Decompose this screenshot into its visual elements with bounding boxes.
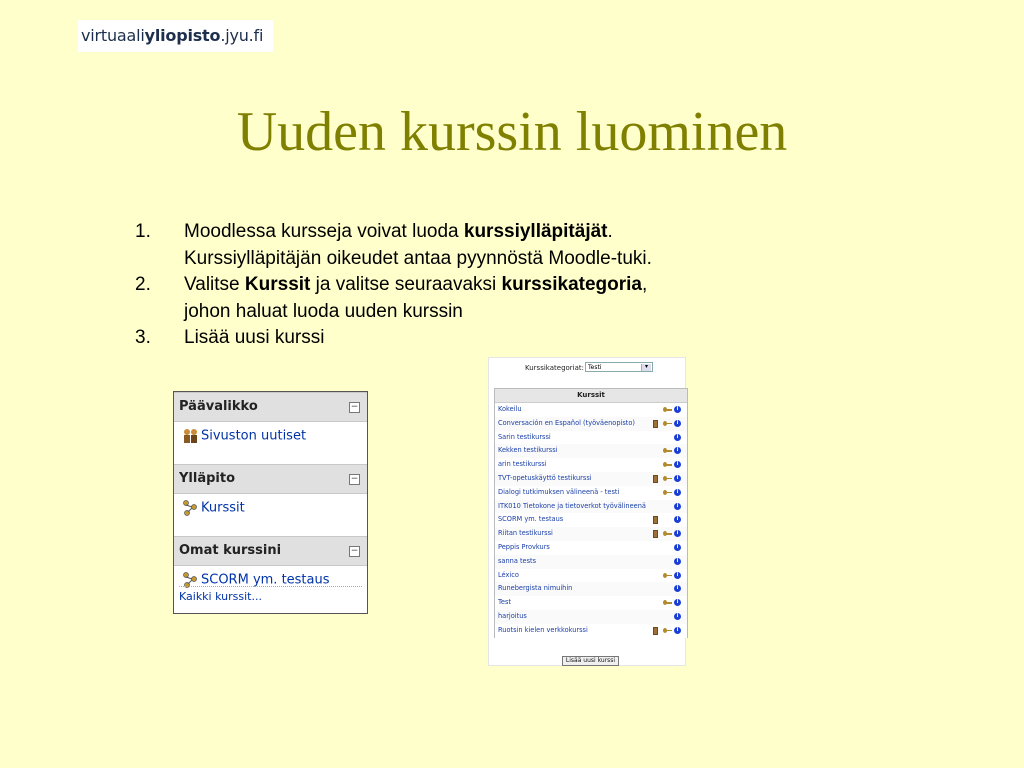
table-row[interactable] — [495, 527, 687, 541]
info-icon[interactable]: i — [674, 613, 681, 620]
all-courses-link[interactable]: Kaikki kurssit... — [179, 590, 262, 603]
courses-admin-link[interactable]: Kurssit — [182, 500, 245, 516]
info-icon[interactable]: i — [674, 627, 681, 634]
list-item: 3. Lisää uusi kurssi — [135, 327, 325, 348]
course-name-link[interactable]: SCORM ym. testaus — [498, 515, 564, 524]
info-icon[interactable]: i — [674, 599, 681, 606]
course-name-link[interactable]: Sarin testikurssi — [498, 432, 551, 441]
site-news-link[interactable]: Sivuston uutiset — [182, 428, 306, 444]
table-row[interactable] — [495, 541, 687, 555]
key-icon — [663, 422, 671, 425]
table-row[interactable] — [495, 486, 687, 500]
course-name-link[interactable]: sanna tests — [498, 556, 537, 565]
list-item: 2. Valitse Kurssit ja valitse seuraavaksi kurssikategoria, johon haluat luoda uuden kurssin — [135, 274, 648, 322]
info-icon[interactable]: i — [674, 420, 681, 427]
table-row[interactable] — [495, 582, 687, 596]
slide-title: Uuden kurssin luominen — [236, 101, 788, 163]
table-row[interactable] — [495, 624, 687, 638]
table-row[interactable] — [495, 513, 687, 527]
table-row[interactable] — [495, 610, 687, 624]
courses-icon — [182, 500, 199, 516]
table-row[interactable] — [495, 500, 687, 514]
key-icon — [663, 463, 671, 466]
guest-access-icon — [653, 516, 658, 524]
guest-access-icon — [653, 475, 658, 483]
key-icon — [663, 574, 671, 577]
info-icon[interactable]: i — [674, 475, 681, 482]
course-name-link[interactable]: TVT-opetuskäyttö testikurssi — [498, 473, 592, 482]
key-icon — [663, 532, 671, 535]
table-row[interactable] — [495, 458, 687, 472]
instruction-list — [135, 219, 835, 352]
course-name-link[interactable]: ITK010 Tietokone ja tietoverkot työvälineenä — [498, 501, 646, 510]
site-logo: virtuaaliyliopisto.jyu.fi — [78, 20, 273, 52]
key-icon — [663, 408, 671, 411]
table-row[interactable] — [495, 555, 687, 569]
moodle-side-blocks — [173, 391, 368, 614]
key-icon — [663, 601, 671, 604]
course-name-link[interactable]: Kokeilu — [498, 405, 522, 413]
course-name-link[interactable]: Léxico — [498, 570, 519, 579]
course-name-link[interactable]: Ruotsin kielen verkkokurssi — [498, 625, 588, 634]
table-row[interactable] — [495, 403, 687, 417]
key-icon — [663, 629, 671, 632]
info-icon[interactable]: i — [674, 516, 681, 523]
course-table — [494, 388, 688, 638]
category-select[interactable]: Testi ▾ — [585, 362, 653, 372]
info-icon[interactable]: i — [674, 572, 681, 579]
key-icon — [663, 477, 671, 480]
course-link-scorm[interactable]: SCORM ym. testaus — [182, 572, 330, 588]
divider — [179, 586, 362, 587]
category-label: Kurssikategoriat: — [525, 364, 585, 372]
info-icon[interactable]: i — [674, 544, 681, 551]
block-header-admin: Ylläpito − — [174, 464, 367, 494]
list-item: 1. Moodlessa kursseja voivat luoda kurssiylläpitäjät. Kurssiylläpitäjän oikeudet antaa pyynnöstä Moodle-tuki. — [135, 221, 652, 269]
guest-access-icon — [653, 420, 658, 428]
block-header-main-menu: Päävalikko − — [174, 392, 367, 422]
course-name-link[interactable]: Kekken testikurssi — [498, 446, 558, 455]
info-icon[interactable]: i — [674, 585, 681, 592]
info-icon[interactable]: i — [674, 558, 681, 565]
news-forum-icon — [182, 428, 199, 444]
info-icon[interactable]: i — [674, 406, 681, 413]
table-row[interactable] — [495, 596, 687, 610]
course-name-link[interactable]: Dialogi tutkimuksen välineenä - testi — [498, 487, 620, 496]
info-icon[interactable]: i — [674, 447, 681, 454]
table-row[interactable] — [495, 444, 687, 458]
table-row[interactable] — [495, 569, 687, 583]
info-icon[interactable]: i — [674, 530, 681, 537]
table-row[interactable] — [495, 417, 687, 431]
add-new-course-button[interactable]: Lisää uusi kurssi — [562, 656, 619, 666]
course-name-link[interactable]: Conversación en Español (työväenopisto) — [498, 418, 635, 427]
collapse-icon[interactable]: − — [350, 546, 359, 556]
table-header: Kurssit — [495, 389, 687, 403]
info-icon[interactable]: i — [674, 434, 681, 441]
course-name-link[interactable]: harjoitus — [498, 611, 527, 620]
block-header-my-courses: Omat kurssini − — [174, 536, 367, 566]
info-icon[interactable]: i — [674, 489, 681, 496]
course-name-link[interactable]: Riitan testikurssi — [498, 529, 553, 538]
table-row[interactable] — [495, 431, 687, 445]
course-category-screenshot — [488, 357, 686, 666]
collapse-icon[interactable]: − — [350, 402, 359, 412]
course-name-link[interactable]: Test — [498, 598, 511, 607]
table-row[interactable] — [495, 472, 687, 486]
guest-access-icon — [653, 627, 658, 635]
course-name-link[interactable]: Runebergista nimuihin — [498, 584, 573, 593]
course-name-link[interactable]: arin testikurssi — [498, 460, 547, 469]
guest-access-icon — [653, 530, 658, 538]
key-icon — [663, 449, 671, 452]
key-icon — [663, 491, 671, 494]
collapse-icon[interactable]: − — [350, 474, 359, 484]
info-icon[interactable]: i — [674, 503, 681, 510]
chevron-down-icon: ▾ — [641, 364, 651, 371]
info-icon[interactable]: i — [674, 461, 681, 468]
course-name-link[interactable]: Peppis Provkurs — [498, 542, 550, 551]
